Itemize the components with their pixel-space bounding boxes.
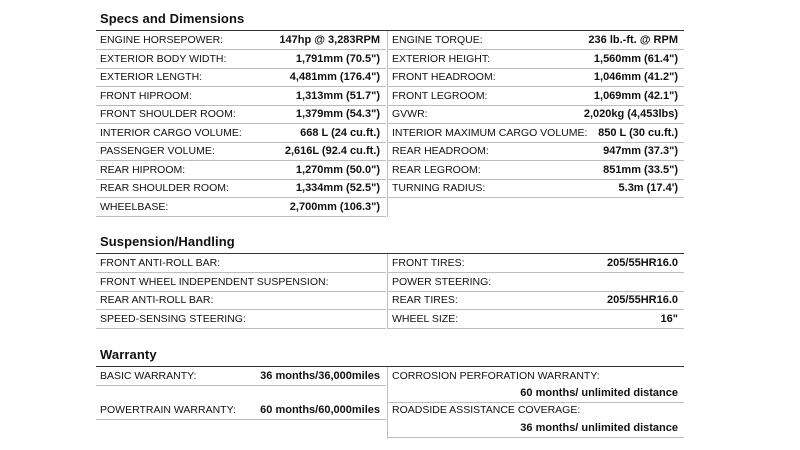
spec-row: [96, 142, 386, 161]
suspension-label: SPEED-SENSING STEERING:: [100, 312, 246, 325]
suspension-value: 16": [660, 312, 678, 325]
spec-value: 1,046mm (41.2"): [593, 71, 678, 83]
warranty-row-powertrain: [96, 401, 386, 420]
spec-row: [388, 31, 684, 50]
spec-label: FRONT HEADROOM:: [392, 71, 496, 83]
spec-label: WHEELBASE:: [100, 200, 169, 213]
suspension-section-title: Suspension/Handling: [100, 234, 235, 249]
warranty-value: 60 months/ unlimited distance: [520, 387, 678, 399]
spec-row: [388, 87, 684, 106]
spec-label: FRONT HIPROOM:: [100, 89, 192, 102]
suspension-row: [388, 254, 684, 273]
spec-row: [96, 179, 386, 198]
warranty-label: POWERTRAIN WARRANTY:: [100, 404, 236, 416]
warranty-row-corrosion-label: [388, 367, 684, 385]
spec-row: [96, 124, 386, 143]
spec-label: EXTERIOR BODY WIDTH:: [100, 52, 227, 65]
spec-value: 1,313mm (51.7"): [295, 89, 380, 102]
spec-label: PASSENGER VOLUME:: [100, 145, 215, 157]
spec-value: 1,560mm (61.4"): [593, 52, 678, 65]
spec-row: [96, 105, 386, 124]
spec-value: 850 L (30 cu.ft.): [598, 126, 678, 139]
spec-label: REAR HIPROOM:: [100, 163, 186, 176]
spec-value: 2,020kg (4,453lbs): [583, 108, 678, 120]
suspension-label: FRONT WHEEL INDEPENDENT SUSPENSION:: [100, 275, 329, 288]
spec-row: [388, 142, 684, 161]
spec-row: [388, 124, 684, 143]
suspension-row: [96, 310, 386, 329]
spec-value: 1,379mm (54.3"): [295, 108, 380, 120]
spec-row: [96, 50, 386, 69]
spec-value: 2,616L (92.4 cu.ft.): [284, 145, 380, 157]
spec-label: GVWR:: [392, 108, 428, 120]
spec-row: [388, 50, 684, 69]
spec-label: EXTERIOR HEIGHT:: [392, 52, 491, 65]
spec-value: 2,700mm (106.3"): [289, 200, 380, 213]
spec-value: 5.3m (17.4'): [618, 182, 678, 194]
suspension-row: [96, 291, 386, 310]
spec-label: ENGINE TORQUE:: [392, 34, 483, 46]
suspension-row: [96, 273, 386, 292]
spec-row: [96, 87, 386, 106]
suspension-label: FRONT ANTI-ROLL BAR:: [100, 257, 221, 269]
warranty-label: CORROSION PERFORATION WARRANTY:: [392, 370, 600, 382]
suspension-value: 205/55HR16.0: [607, 294, 678, 306]
specs-section-title: Specs and Dimensions: [100, 11, 245, 26]
spec-label: FRONT SHOULDER ROOM:: [100, 108, 236, 120]
spec-row: [96, 68, 386, 87]
spec-row: [96, 161, 386, 180]
spec-value: 1,334mm (52.5"): [295, 182, 380, 194]
spec-label: FRONT LEGROOM:: [392, 89, 488, 102]
spec-label: REAR LEGROOM:: [392, 163, 481, 176]
suspension-row: [388, 273, 684, 292]
spec-label: INTERIOR MAXIMUM CARGO VOLUME:: [392, 126, 588, 139]
warranty-value: 36 months/ unlimited distance: [520, 422, 678, 434]
spec-value: 851mm (33.5"): [603, 163, 678, 176]
warranty-value: 60 months/60,000miles: [260, 404, 380, 416]
spec-label: ENGINE HORSEPOWER:: [100, 34, 224, 46]
suspension-row: [96, 254, 386, 273]
spec-row: [388, 161, 684, 180]
spec-label: REAR SHOULDER ROOM:: [100, 182, 229, 194]
warranty-row-basic: [96, 367, 386, 386]
suspension-label: WHEEL SIZE:: [392, 312, 459, 325]
spec-value: 147hp @ 3,283RPM: [279, 34, 380, 46]
spec-row: [388, 68, 684, 87]
suspension-label: REAR ANTI-ROLL BAR:: [100, 294, 214, 306]
suspension-label: POWER STEERING:: [392, 275, 492, 288]
warranty-row-roadside-value: [388, 419, 684, 438]
spec-label: REAR HEADROOM:: [392, 145, 489, 157]
suspension-label: REAR TIRES:: [392, 294, 458, 306]
spec-row: [388, 179, 684, 198]
spec-label: EXTERIOR LENGTH:: [100, 71, 203, 83]
suspension-value: 205/55HR16.0: [607, 257, 678, 269]
spec-value: 4,481mm (176.4"): [289, 71, 380, 83]
spec-value: 947mm (37.3"): [603, 145, 678, 157]
spec-value: 1,791mm (70.5"): [295, 52, 380, 65]
spec-value: 1,069mm (42.1"): [593, 89, 678, 102]
spec-row: [388, 105, 684, 124]
spec-value: 236 lb.-ft. @ RPM: [588, 34, 678, 46]
suspension-row: [388, 291, 684, 310]
suspension-row: [388, 310, 684, 329]
spec-row: [96, 31, 386, 50]
spec-value: 668 L (24 cu.ft.): [300, 126, 380, 139]
spec-label: TURNING RADIUS:: [392, 182, 486, 194]
warranty-value: 36 months/36,000miles: [260, 370, 380, 382]
suspension-label: FRONT TIRES:: [392, 257, 465, 269]
spec-value: 1,270mm (50.0"): [295, 163, 380, 176]
warranty-label: BASIC WARRANTY:: [100, 370, 197, 382]
warranty-label: ROADSIDE ASSISTANCE COVERAGE:: [392, 404, 581, 416]
spec-label: INTERIOR CARGO VOLUME:: [100, 126, 242, 139]
warranty-row-roadside-label: [388, 401, 684, 419]
spec-row: [96, 198, 386, 217]
warranty-section-title: Warranty: [100, 347, 157, 362]
